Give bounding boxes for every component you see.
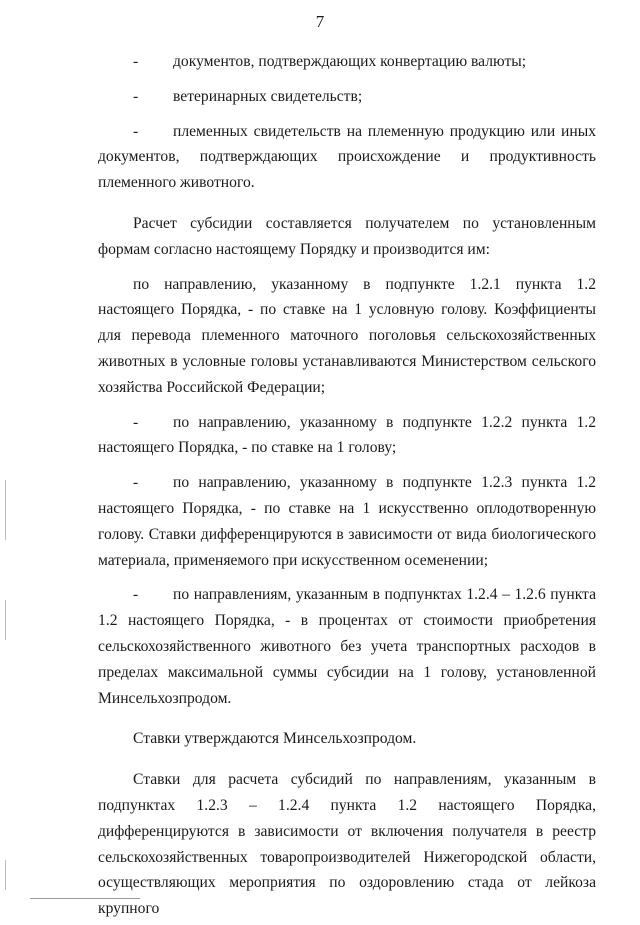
list-item-continuation: настоящего Порядка, - по ставке на 1 голову; xyxy=(98,439,397,457)
bullet-dash: - xyxy=(133,122,139,140)
bullet-dash: - xyxy=(133,586,139,604)
list-item-text: ветеринарных свидетельств; xyxy=(173,87,363,105)
list-item-continuation: 1.2 настоящего Порядка, - в процентах от стоимости приобретения сельскохозяйственного животного без учета транспортных расходов в пределах максимальной суммы субсидии на 1 голову, установленной Минсельхозпродом. xyxy=(98,612,596,707)
scan-edge-mark xyxy=(5,860,6,890)
bullet-dash: - xyxy=(133,413,139,431)
list-item xyxy=(98,119,596,196)
list-item xyxy=(98,470,596,573)
bullet-dash: - xyxy=(133,53,139,70)
scan-edge-mark xyxy=(5,600,6,640)
list-item-continuation: настоящего Порядка, - по ставке на 1 искусственно оплодотворенную голову. Ставки дифференцируются в зависимости от вида биологического материала, применяемого при искусственном осеменении; xyxy=(98,499,596,569)
list-item-text: документов, подтверждающих конвертацию валюты; xyxy=(173,53,527,70)
list-item-text: по направлению, указанному в подпункте 1.2.2 пункта 1.2 xyxy=(173,413,596,431)
scan-edge-mark xyxy=(5,480,6,540)
paragraph-rate-1: по направлению, указанному в подпункте 1.2.1 пункта 1.2 настоящего Порядка, - по ставке на 1 условную голову. Коэффициенты для перевода племенного маточного поголовья сельскохозяйственных животных в условные головы устанавливаются Министерством сельского хозяйства Российской Федерации; xyxy=(98,275,596,396)
list-item xyxy=(98,84,596,110)
list-item-text: племенных свидетельств на племенную продукцию или иных xyxy=(173,122,596,140)
bullet-dash: - xyxy=(133,87,139,105)
list-item xyxy=(98,582,596,711)
list-item-text: по направлениям, указанным в подпунктах 1.2.4 – 1.2.6 пункта xyxy=(173,586,596,604)
list-item xyxy=(98,49,596,75)
footer-scan-line xyxy=(30,898,140,899)
paragraph-calculation: Расчет субсидии составляется получателем по установленным формам согласно настоящему Порядку и производится им: xyxy=(98,214,596,258)
list-item-continuation: документов, подтверждающих происхождение и продуктивность племенного животного. xyxy=(98,148,596,192)
page-number: 7 xyxy=(315,12,325,31)
document-body xyxy=(98,49,596,925)
paragraph-differentiation: Ставки для расчета субсидий по направлениям, указанным в подпунктах 1.2.3 – 1.2.4 пункта 1.2 настоящего Порядка, дифференцируются в зависимости от включения получателя в реестр сельскохозяйственных товаропроизводителей Нижегородской области, осуществляющих мероприятия по оздоровлению стада от лейкоза крупного xyxy=(98,771,596,918)
bullet-dash: - xyxy=(133,474,139,492)
list-item xyxy=(98,410,596,462)
paragraph-approval: Ставки утверждаются Минсельхозпродом. xyxy=(133,730,417,748)
list-item-text: по направлению, указанному в подпункте 1.2.3 пункта 1.2 xyxy=(173,474,596,492)
